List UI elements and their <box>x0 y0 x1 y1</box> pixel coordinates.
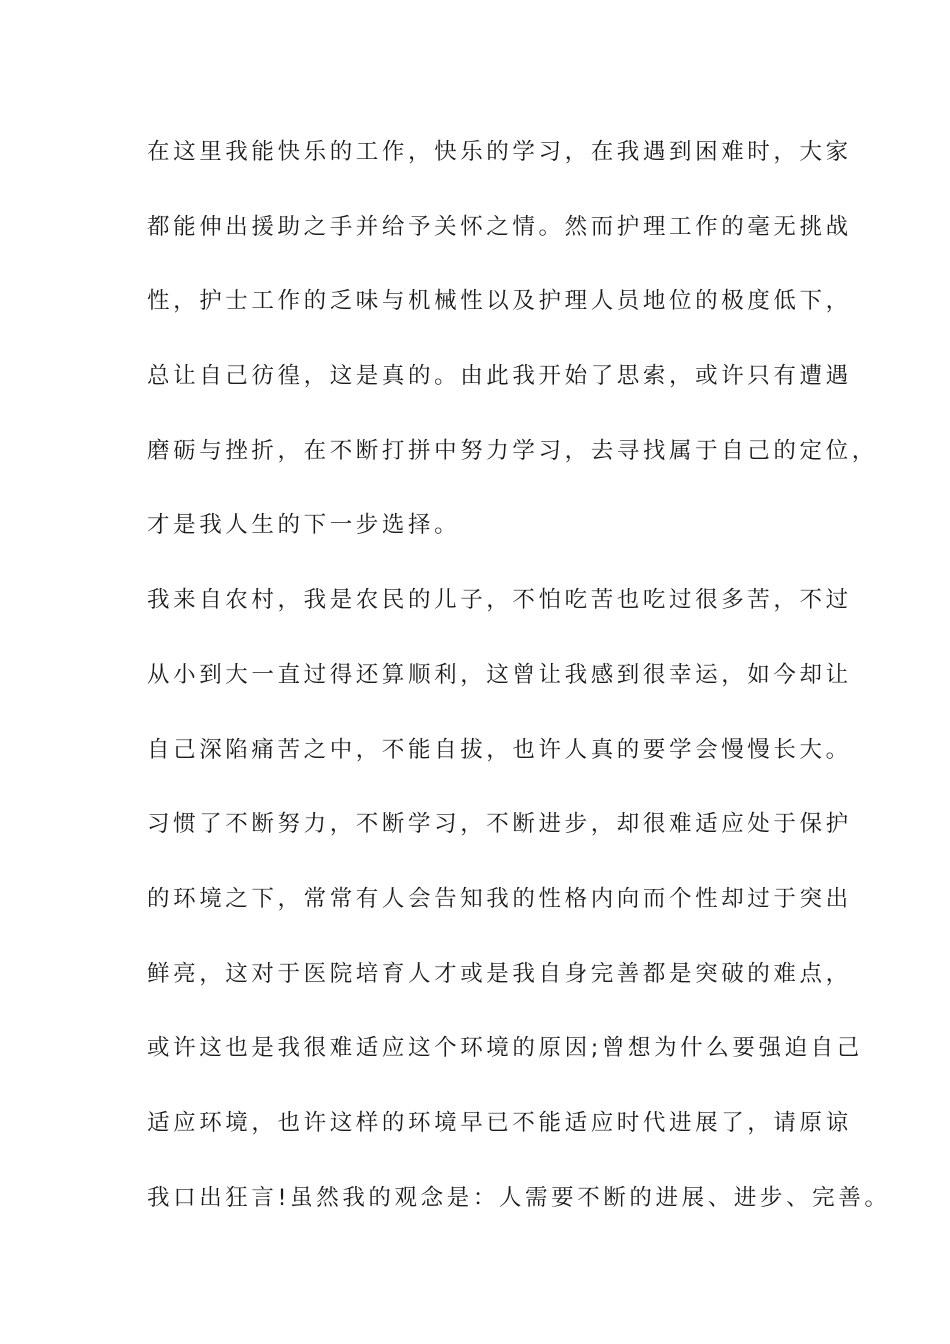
text-line: 鲜亮，这对于医院培育人才或是我自身完善都是突破的难点， <box>147 960 852 987</box>
text-line: 的环境之下，常常有人会告知我的性格内向而个性却过于突出 <box>147 885 852 912</box>
text-line: 在这里我能快乐的工作，快乐的学习，在我遇到困难时，大家 <box>147 139 852 165</box>
text-line: 都能伸出援助之手并给予关怀之情。然而护理工作的毫无挑战 <box>147 213 852 240</box>
text-line: 才是我人生的下一步选择。 <box>147 512 461 539</box>
text-line: 或许这也是我很难适应这个环境的原因;曾想为什么要强迫自己 <box>147 1035 863 1062</box>
body-text <box>147 130 891 1250</box>
text-line: 我口出狂言!虽然我的观念是：人需要不断的进展、进步、完善。 <box>147 1184 891 1211</box>
text-line: 性，护士工作的乏味与机械性以及护理人员地位的极度低下， <box>147 288 852 315</box>
text-line: 习惯了不断努力，不断学习，不断进步，却很难适应处于保护 <box>147 811 852 838</box>
text-line: 适应环境，也许这样的环境早已不能适应时代进展了，请原谅 <box>147 1109 852 1136</box>
text-line: 自己深陷痛苦之中，不能自拔，也许人真的要学会慢慢长大。 <box>147 736 852 763</box>
text-line: 从小到大一直过得还算顺利，这曾让我感到很幸运，如今却让 <box>147 661 852 688</box>
text-line: 磨砺与挫折，在不断打拼中努力学习，去寻找属于自己的定位， <box>147 437 878 464</box>
text-line: 总让自己彷徨，这是真的。由此我开始了思索，或许只有遭遇 <box>147 363 852 390</box>
text-line: 我来自农村，我是农民的儿子，不怕吃苦也吃过很多苦，不过 <box>147 587 852 614</box>
